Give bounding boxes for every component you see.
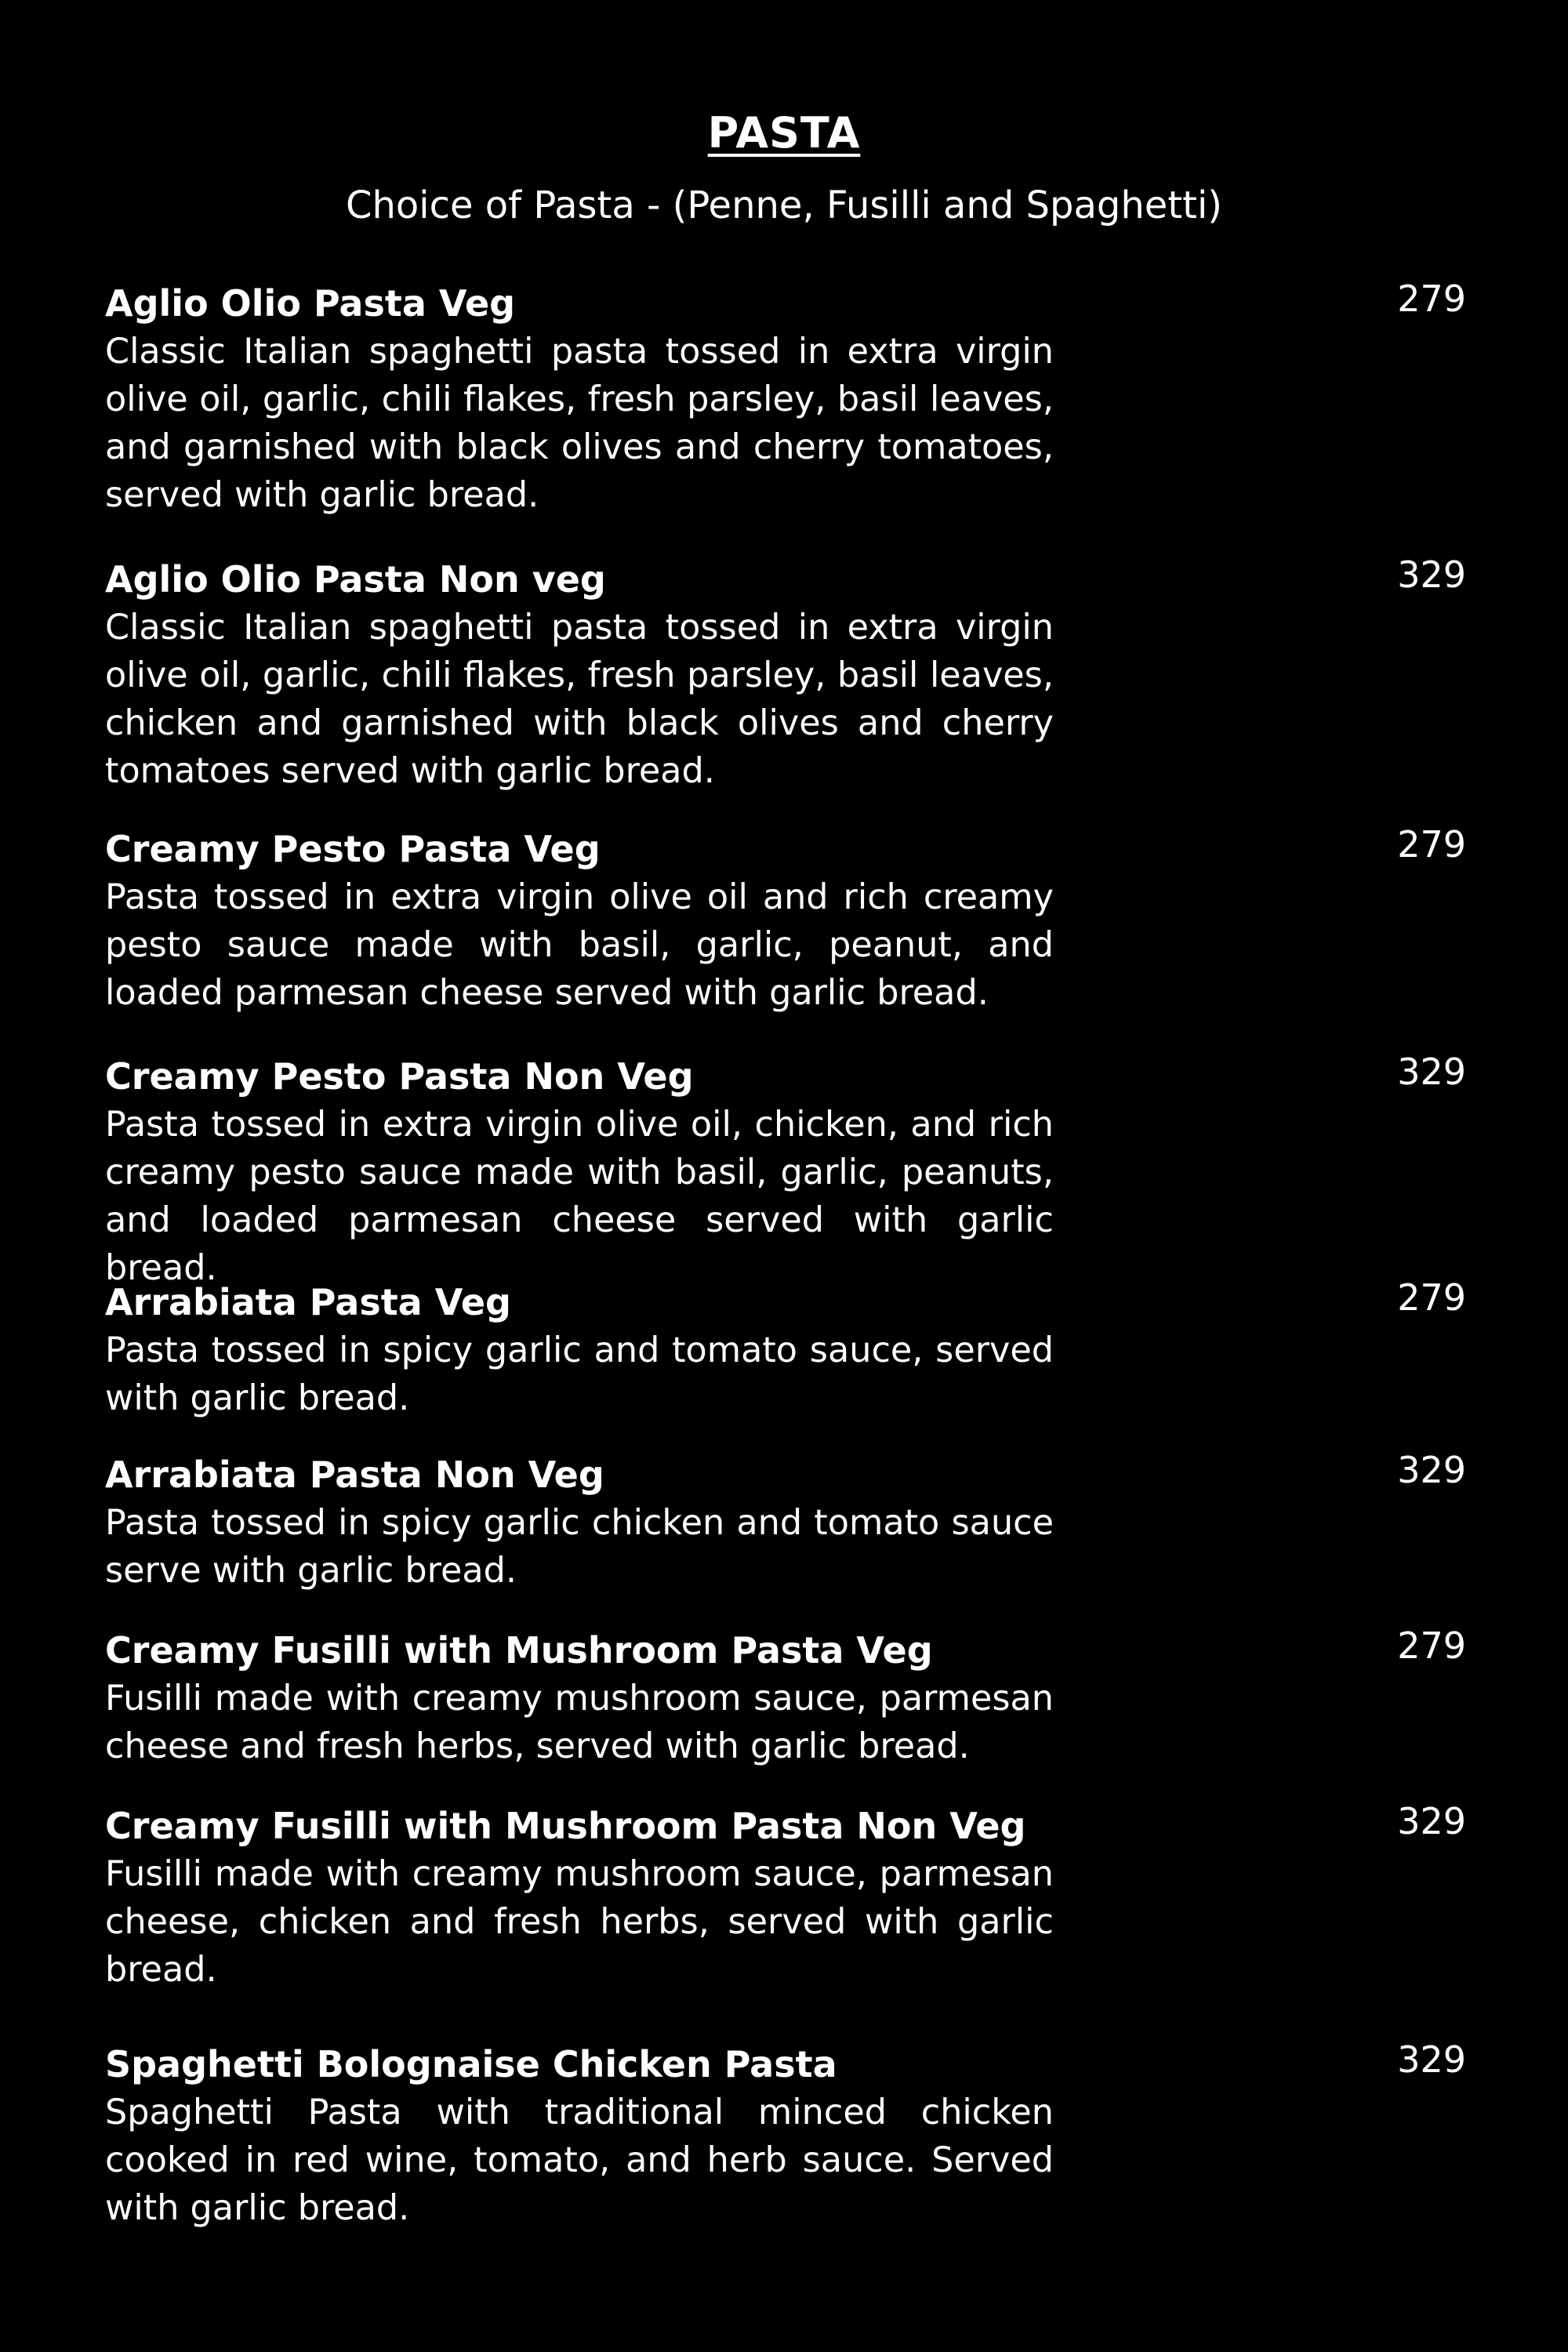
menu-item-description: Classic Italian spaghetti pasta tossed in extra virgin olive oil, garlic, chili flakes, fresh parsley, basil leaves, chicken and garnished with black olives and cherry tomatoes served with garlic bread. xyxy=(105,608,1054,791)
menu-item-name: Creamy Fusilli with Mushroom Pasta Veg xyxy=(105,1629,933,1671)
menu-item-price: 329 xyxy=(1397,1800,1466,1842)
menu-item-price: 279 xyxy=(1397,1624,1466,1667)
menu-item-price: 279 xyxy=(1397,823,1466,866)
menu-section-title: PASTA xyxy=(707,108,861,158)
menu-item-name: Creamy Pesto Pasta Veg xyxy=(105,828,601,870)
menu-item-name: Aglio Olio Pasta Non veg xyxy=(105,558,606,601)
menu-item-name: Arrabiata Pasta Non Veg xyxy=(105,1454,604,1496)
menu-item-name: Arrabiata Pasta Veg xyxy=(105,1281,511,1323)
menu-item-price: 329 xyxy=(1397,1051,1466,1093)
menu-item-name: Spaghetti Bolognaise Chicken Pasta xyxy=(105,2043,837,2085)
menu-item-price: 279 xyxy=(1397,1276,1466,1319)
menu-item-price: 329 xyxy=(1397,554,1466,596)
menu-item-name: Creamy Pesto Pasta Non Veg xyxy=(105,1055,694,1098)
menu-item xyxy=(105,1802,1466,1994)
menu-section-subtitle: Choice of Pasta - (Penne, Fusilli and Spaghetti) xyxy=(345,183,1223,227)
menu-item-price: 329 xyxy=(1397,2038,1466,2081)
menu-item xyxy=(105,825,1466,1017)
menu-item xyxy=(105,1052,1466,1292)
menu-item-description: Pasta tossed in spicy garlic and tomato sauce, served with garlic bread. xyxy=(105,1330,1054,1418)
menu-item xyxy=(105,1626,1466,1770)
menu-item xyxy=(105,555,1466,795)
menu-item-description: Fusilli made with creamy mushroom sauce, parmesan cheese, chicken and fresh herbs, served with garlic bread. xyxy=(105,1854,1054,1990)
menu-item-description: Classic Italian spaghetti pasta tossed in extra virgin olive oil, garlic, chili flakes, fresh parsley, basil leaves, and garnished with black olives and cherry tomatoes, served with garlic bread. xyxy=(105,332,1054,515)
menu-item-name: Aglio Olio Pasta Veg xyxy=(105,282,516,325)
menu-item-name: Creamy Fusilli with Mushroom Pasta Non Veg xyxy=(105,1805,1026,1847)
menu-item-price: 279 xyxy=(1397,278,1466,320)
menu-item xyxy=(105,279,1466,519)
menu-item xyxy=(105,1278,1466,1422)
menu-item-description: Spaghetti Pasta with traditional minced chicken cooked in red wine, tomato, and herb sauce. Served with garlic bread. xyxy=(105,2092,1054,2228)
menu-item-description: Pasta tossed in spicy garlic chicken and tomato sauce serve with garlic bread. xyxy=(105,1503,1054,1591)
menu-item-description: Pasta tossed in extra virgin olive oil, chicken, and rich creamy pesto sauce made with basil, garlic, peanuts, and loaded parmesan cheese served with garlic bread. xyxy=(105,1105,1054,1288)
menu-item-price: 329 xyxy=(1397,1449,1466,1491)
menu-item-description: Pasta tossed in extra virgin olive oil and rich creamy pesto sauce made with basil, garlic, peanut, and loaded parmesan cheese served with garlic bread. xyxy=(105,877,1054,1013)
menu-item xyxy=(105,1450,1466,1595)
menu-item-description: Fusilli made with creamy mushroom sauce, parmesan cheese and fresh herbs, served with garlic bread. xyxy=(105,1679,1054,1766)
menu-item xyxy=(105,2040,1466,2232)
